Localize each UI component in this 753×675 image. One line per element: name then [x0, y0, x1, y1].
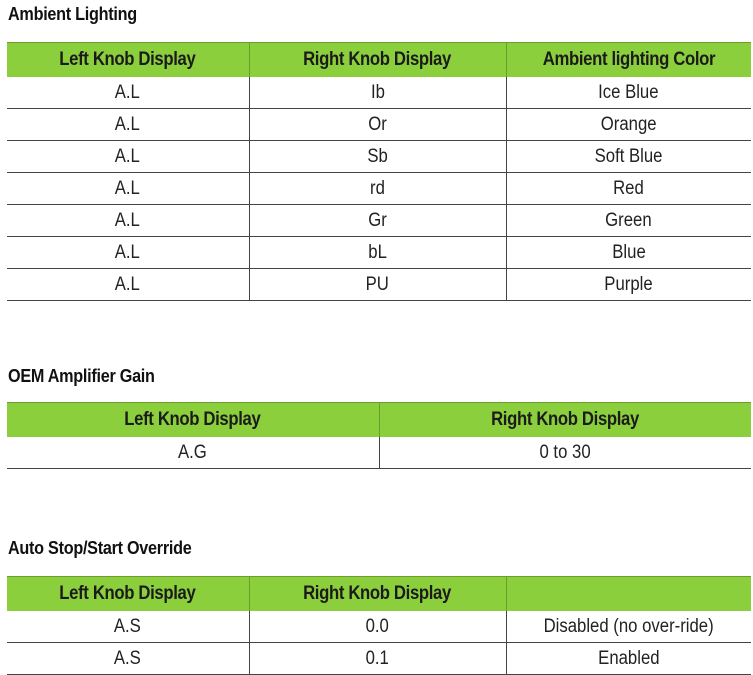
table-row	[7, 611, 751, 643]
table-row	[7, 205, 751, 237]
table-cell: A.L	[7, 269, 249, 301]
column-header: Right Knob Display	[249, 577, 506, 612]
table-row	[7, 77, 751, 109]
column-header: Left Knob Display	[7, 403, 379, 438]
table-cell: Purple	[506, 269, 751, 301]
table-cell: A.L	[7, 237, 249, 269]
section-title-auto-stop-start-override: Auto Stop/Start Override	[8, 538, 192, 558]
table-cell: Sb	[249, 141, 506, 173]
table-row	[7, 237, 751, 269]
section-title-ambient-lighting: Ambient Lighting	[8, 4, 137, 24]
table-cell: Orange	[506, 109, 751, 141]
table-cell: A.L	[7, 205, 249, 237]
table-cell: Soft Blue	[506, 141, 751, 173]
table-cell: Or	[249, 109, 506, 141]
table-header-row	[7, 403, 751, 438]
table-cell: Red	[506, 173, 751, 205]
table-cell: A.S	[7, 611, 249, 643]
table-row	[7, 109, 751, 141]
table-cell: A.L	[7, 141, 249, 173]
table-cell: Blue	[506, 237, 751, 269]
table-row	[7, 141, 751, 173]
table-cell: A.L	[7, 173, 249, 205]
table-cell: 0 to 30	[379, 437, 751, 469]
column-header: Left Knob Display	[7, 43, 249, 78]
table-cell: 0.1	[249, 643, 506, 675]
column-header	[506, 577, 751, 612]
table-header-row	[7, 577, 751, 612]
table-cell: Enabled	[506, 643, 751, 675]
table-cell: A.L	[7, 77, 249, 109]
oem-amplifier-gain-table	[7, 402, 751, 469]
section-title-oem-amplifier-gain: OEM Amplifier Gain	[8, 366, 155, 386]
table-cell: A.G	[7, 437, 379, 469]
column-header: Left Knob Display	[7, 577, 249, 612]
table-cell: Ice Blue	[506, 77, 751, 109]
table-row	[7, 437, 751, 469]
table-cell: Disabled (no over-ride)	[506, 611, 751, 643]
column-header: Right Knob Display	[379, 403, 751, 438]
table-cell: rd	[249, 173, 506, 205]
ambient-lighting-table	[7, 42, 751, 301]
column-header: Right Knob Display	[249, 43, 506, 78]
table-header-row	[7, 43, 751, 78]
table-cell: A.L	[7, 109, 249, 141]
auto-stop-start-override-table	[7, 576, 751, 675]
table-row	[7, 643, 751, 675]
table-cell: PU	[249, 269, 506, 301]
table-row	[7, 269, 751, 301]
table-row	[7, 173, 751, 205]
table-cell: Ib	[249, 77, 506, 109]
table-cell: A.S	[7, 643, 249, 675]
table-cell: Green	[506, 205, 751, 237]
table-cell: 0.0	[249, 611, 506, 643]
column-header: Ambient lighting Color	[506, 43, 751, 78]
table-cell: bL	[249, 237, 506, 269]
table-cell: Gr	[249, 205, 506, 237]
